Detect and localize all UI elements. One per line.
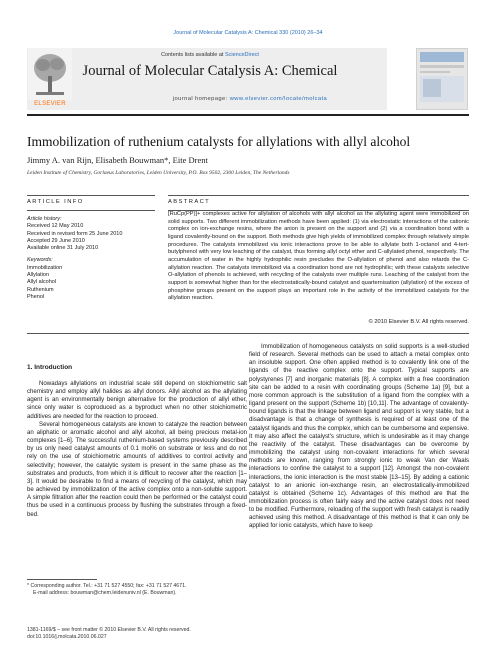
intro-paragraph-3: Immobilization of homogeneous catalysts on solid supports is a well-studied field of research. Several methods can be used to attach a metal complex onto an insoluble support. One often applied method is to covalently link one of the ligands of the reactive complex onto the support. Typical supports are polystyrenes [7] and inorganic materials [8]. A complex with a free coordination site can be added to a resin with coordinating groups (Scheme 1a) [9], but a more common approach is the substitution of a ligand from the complex with a ligand present on the support (Scheme 1b) [10,11]. The advantage of covalently-bound ligands is that the linkage between ligand and support is very stable, but a disadvantage is that a change of synthesis is required of at least one of the catalyst ligands and thus the complex, which can be cumbersome and expensive. It may also affect the catalyst's structure, which is undesirable as it may change the reactivity of the catalyst. These disadvantages can be overcome by immobilizing the catalyst using non-covalent interactions for which several methods are known, ranging from strongly ionic to weak Van der Waals interactions to confine the catalyst to a support [12]. Amongst the non-covalent interactions, the ionic interaction is the most stable [13–15]. By adding a cationic catalyst to an anionic ion-exchange resin, an electrostatically-immobilized catalyst is obtained (Scheme 1c). Advantages of this method are that the immobilization process is often fairly easy and the active catalyst does not need to be modified. Furthermore, reloading of the support with fresh catalyst is readily achieved using this method. A disadvantage of this method is that it can only be applied for ionic catalysts, which have to keep	[249, 343, 469, 530]
section-heading-introduction: 1. Introduction	[27, 364, 73, 371]
history-accepted: Accepted 29 June 2010	[27, 237, 85, 244]
copyright: © 2010 Elsevier B.V. All rights reserved.	[368, 319, 469, 325]
abstract-text: [RuCp(PP)]+ complexes active for allylation of alcohols with allyl alcohol as the allylating agent were immobilized on solid supports. Two different immobilization methods have been applied: (1) via electrostatic interactions of the cationic complex on ion-exchange resins, where the anion is present on the support and (2) via a coordination bond with a ligand covalently-bound on the support. Both methods give high yields of immobilized complex through relatively simple procedures. The catalysts immobilized via ionic interactions prove to be able to allylate both 1-octanol and 4-tert-butylphenol with very low leaching of the catalyst, thus forming allyl octyl ether and C-allylated phenol, respectively. The accumulation of water in the highly hydrophilic resin precludes the O-allylation of phenol and also retards the C-allylation reaction. The catalysts immobilized via a coordination bond are not hydrophilic; with these catalysts selective O-allylation of phenols is achieved, with recycling of the catalysts over multiple runs. Leaching of the catalyst from the support is somewhat higher than for the electrostatically-bound catalyst and quarternisation (allylation) of the excess of phosphine groups present on the support plays an important role in the activity of the immobilized catalysts for the allylation reaction.	[168, 211, 469, 302]
journal-homepage	[140, 96, 360, 102]
article-info-heading: ARTICLE INFO	[27, 199, 84, 205]
header-rule	[27, 114, 469, 116]
footnote-rule	[27, 579, 97, 580]
issn-line: 1381-1169/$ – see front matter © 2010 Elsevier B.V. All rights reserved.	[27, 627, 191, 633]
left-column	[27, 380, 247, 519]
right-column	[249, 343, 469, 531]
abstract-heading: ABSTRACT	[168, 199, 211, 205]
history-label: Article history:	[27, 216, 62, 222]
journal-title: Journal of Molecular Catalysis A: Chemical	[82, 63, 338, 79]
article-info-rule-top	[27, 195, 155, 196]
contents-available	[60, 52, 360, 58]
article-authors: Jimmy A. van Rijn, Elisabeth Bouwman*, Eite Drent	[27, 155, 208, 165]
keyword: Ruthenium	[27, 286, 54, 293]
abstract-bottom-rule	[27, 333, 469, 334]
corresponding-author: * Corresponding author. Tel.: +31 71 527 4550; fax: +31 71 527 4671.	[27, 583, 187, 589]
article-info-rule	[27, 210, 155, 211]
keywords-label: Keywords:	[27, 257, 53, 264]
publisher-name: ELSEVIER	[34, 101, 66, 107]
homepage-link[interactable]: www.elsevier.com/locate/molcata	[229, 96, 328, 102]
author-email: E-mail address: bouwman@chem.leidenuniv.nl (E. Bouwman).	[33, 589, 177, 596]
keyword: Phenol	[27, 293, 45, 300]
abstract-rule-top	[168, 195, 469, 196]
history-revised: Received in revised form 25 June 2010	[27, 230, 123, 237]
keyword: Immobilization	[27, 264, 63, 271]
intro-paragraph-2: Several homogeneous catalysts are known to catalyze the reaction between an aliphatic or aromatic alcohol and allyl alcohol, all being precious metal-ion complexes [1–6]. The successful ruthenium-based systems previously described by us only need catalyst amounts of 0.1 mol% on substrate or less and do not rely on the use of stoichiometric amounts of additives to control activity and selectivity; however, the catalytic system is present in the same phase as the substrates and products, from which it is difficult to recover after the reaction [1–3]. It would be desirable to find a means of recycling of the catalyst, which may be achieved by immobilization of the active complex onto a non-soluble support. A simple filtration after the reaction could then be performed or the catalyst could thus be used in a continuous process by flushing the substrates through a fixed-bed.	[27, 420, 247, 518]
history-received: Received 12 May 2010	[27, 223, 84, 230]
keyword: Allyl alcohol	[27, 279, 57, 286]
author-affiliation: Leiden Institute of Chemistry, Gorlaeus Laboratories, Leiden University, P.O. Box 9502, 2300 Leiden, The Netherlands	[27, 170, 290, 176]
keyword: Allylation	[27, 272, 50, 279]
contents-prefix: Contents lists available at	[161, 52, 225, 58]
sciencedirect-link[interactable]: ScienceDirect	[224, 52, 259, 58]
article-title: Immobilization of ruthenium catalysts for allylations with allyl alcohol	[27, 134, 411, 149]
article-info-list	[27, 216, 143, 301]
intro-paragraph-1: Nowadays allylations on industrial scale still depend on stoichiometric salt chemistry and employ allyl halides as allyl donors. Allyl alcohol as the allylating agent is an environmentally benign alternative for the production of allyl ether, since only water is coproduced as a byproduct when no other stoichiometric additives are needed for the reaction to proceed.	[27, 380, 247, 420]
footnote	[27, 583, 247, 597]
doi-line: doi:10.1016/j.molcata.2010.06.027	[27, 633, 107, 640]
front-matter-meta	[27, 627, 247, 641]
journal-citation: Journal of Molecular Catalysis A: Chemical 330 (2010) 26–34	[173, 30, 323, 36]
journal-cover-image	[416, 48, 468, 110]
history-online: Available online 31 July 2010	[27, 245, 99, 252]
homepage-prefix: journal homepage:	[172, 96, 230, 102]
